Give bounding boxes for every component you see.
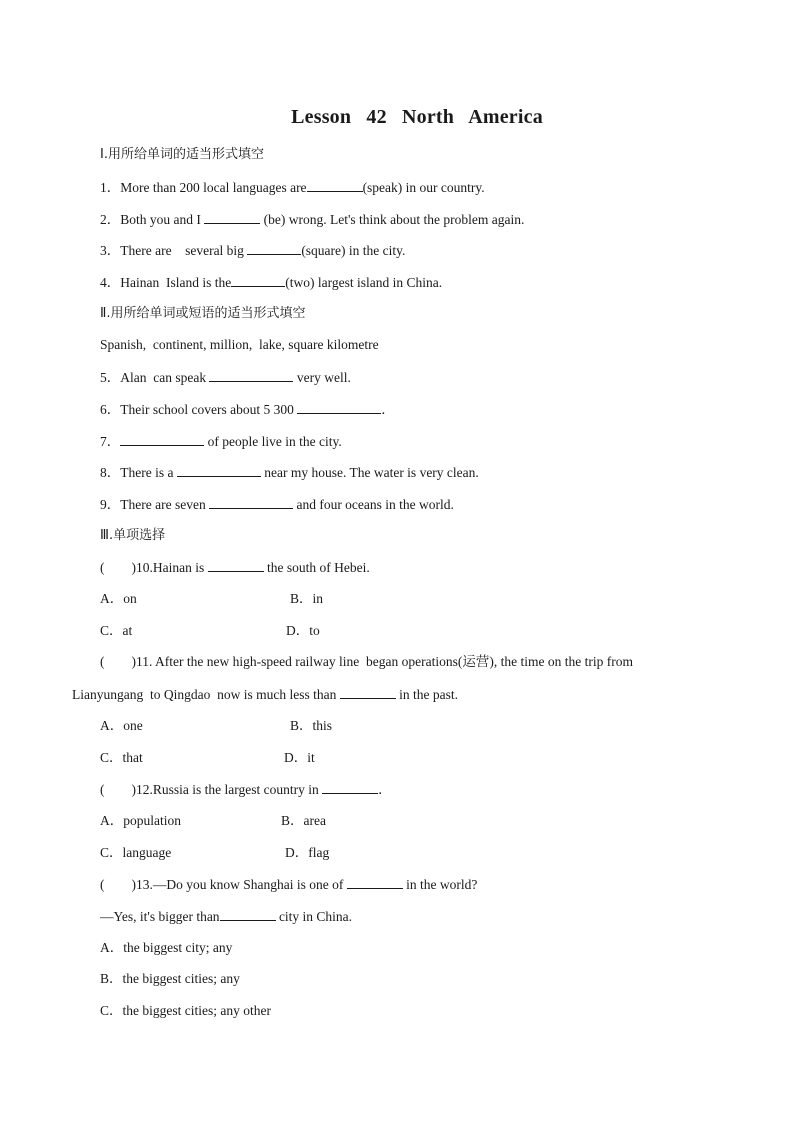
option-a[interactable]: A．population (100, 813, 181, 828)
question-8 (100, 463, 479, 482)
answer-blank[interactable] (208, 558, 264, 572)
question-3-text-a: 3．There are several big (100, 243, 248, 258)
answer-blank[interactable] (209, 368, 293, 382)
question-13-text-b: in the world? (402, 877, 478, 892)
question-12-text-a: ( )12.Russia is the largest country in (100, 782, 323, 797)
option-b[interactable]: B．in (290, 591, 324, 606)
option-b[interactable]: B．area (281, 813, 326, 828)
question-5-text-a: 5．Alan can speak (100, 370, 210, 385)
question-7 (100, 432, 342, 451)
option-b[interactable]: B．the biggest cities; any (100, 971, 240, 986)
question-9 (100, 495, 454, 514)
question-9-text-a: 9．There are seven (100, 497, 210, 512)
question-4-text-a: 4．Hainan Island is the (100, 275, 232, 290)
section-3-heading: Ⅲ.单项选择 (100, 528, 166, 543)
question-11-text-a: Lianyungang to Qingdao now is much less than (72, 687, 340, 702)
question-7-text-a: 7． (100, 434, 121, 449)
answer-blank[interactable] (220, 907, 276, 921)
question-12-text-b: ． (378, 782, 392, 797)
question-13-reply-b: city in China. (275, 909, 353, 924)
question-2-text-b: (be) wrong. Let's think about the problem again. (260, 212, 525, 227)
section-1-heading: Ⅰ.用所给单词的适当形式填空 (100, 147, 264, 162)
option-c[interactable]: C．that (100, 750, 143, 765)
answer-blank[interactable] (247, 241, 301, 255)
question-4 (100, 273, 442, 292)
option-a[interactable]: A．one (100, 718, 143, 733)
option-c[interactable]: C．at (100, 623, 133, 638)
answer-blank[interactable] (231, 273, 285, 287)
question-8-text-b: near my house. The water is very clean. (260, 465, 479, 480)
answer-blank[interactable] (120, 432, 204, 446)
question-7-text-b: of people live in the city. (204, 434, 342, 449)
question-13-reply (100, 907, 352, 926)
question-10 (100, 558, 370, 577)
option-d[interactable]: D．flag (285, 845, 330, 860)
answer-blank[interactable] (177, 463, 261, 477)
page-title: Lesson 42 North America (291, 106, 543, 128)
question-2 (100, 210, 524, 229)
answer-blank[interactable] (209, 495, 293, 509)
question-1 (100, 178, 485, 197)
question-4-text-b: (two) largest island in China. (285, 275, 443, 290)
question-6-text-a: 6．Their school covers about 5 300 (100, 402, 298, 417)
question-9-text-b: and four oceans in the world. (293, 497, 454, 512)
answer-blank[interactable] (297, 400, 381, 414)
answer-blank[interactable] (204, 210, 260, 224)
answer-blank[interactable] (307, 178, 363, 192)
question-6-text-b: ． (381, 402, 395, 417)
question-13 (100, 875, 477, 894)
section-2-heading: Ⅱ.用所给单词或短语的适当形式填空 (100, 306, 306, 321)
option-d[interactable]: D．to (286, 623, 320, 638)
option-b[interactable]: B．this (290, 718, 333, 733)
question-1-text-b: (speak) in our country. (362, 180, 485, 195)
question-13-reply-a: —Yes, it's bigger than (100, 909, 220, 924)
word-bank: Spanish, continent, million, lake, square kilometre (100, 337, 379, 352)
option-d[interactable]: D．it (284, 750, 315, 765)
question-1-text-a: 1．More than 200 local languages are (100, 180, 307, 195)
question-3 (100, 241, 405, 260)
question-10-text-a: ( )10.Hainan is (100, 560, 208, 575)
question-8-text-a: 8．There is a (100, 465, 177, 480)
answer-blank[interactable] (340, 685, 396, 699)
option-c[interactable]: C．the biggest cities; any other (100, 1003, 271, 1018)
question-10-text-b: the south of Hebei. (263, 560, 370, 575)
question-11-line-1: ( )11. After the new high-speed railway line began operations(运营), the time on the trip from (100, 654, 633, 669)
question-3-text-b: (square) in the city. (301, 243, 406, 258)
question-5 (100, 368, 351, 387)
option-a[interactable]: A．on (100, 591, 137, 606)
question-11-line-2 (72, 685, 458, 704)
question-12 (100, 780, 392, 799)
question-6 (100, 400, 395, 419)
option-c[interactable]: C．language (100, 845, 172, 860)
option-a[interactable]: A．the biggest city; any (100, 940, 233, 955)
question-2-text-a: 2．Both you and I (100, 212, 205, 227)
question-5-text-b: very well. (293, 370, 351, 385)
answer-blank[interactable] (347, 875, 403, 889)
answer-blank[interactable] (322, 780, 378, 794)
question-13-text-a: ( )13.—Do you know Shanghai is one of (100, 877, 347, 892)
question-11-text-b: in the past. (395, 687, 458, 702)
